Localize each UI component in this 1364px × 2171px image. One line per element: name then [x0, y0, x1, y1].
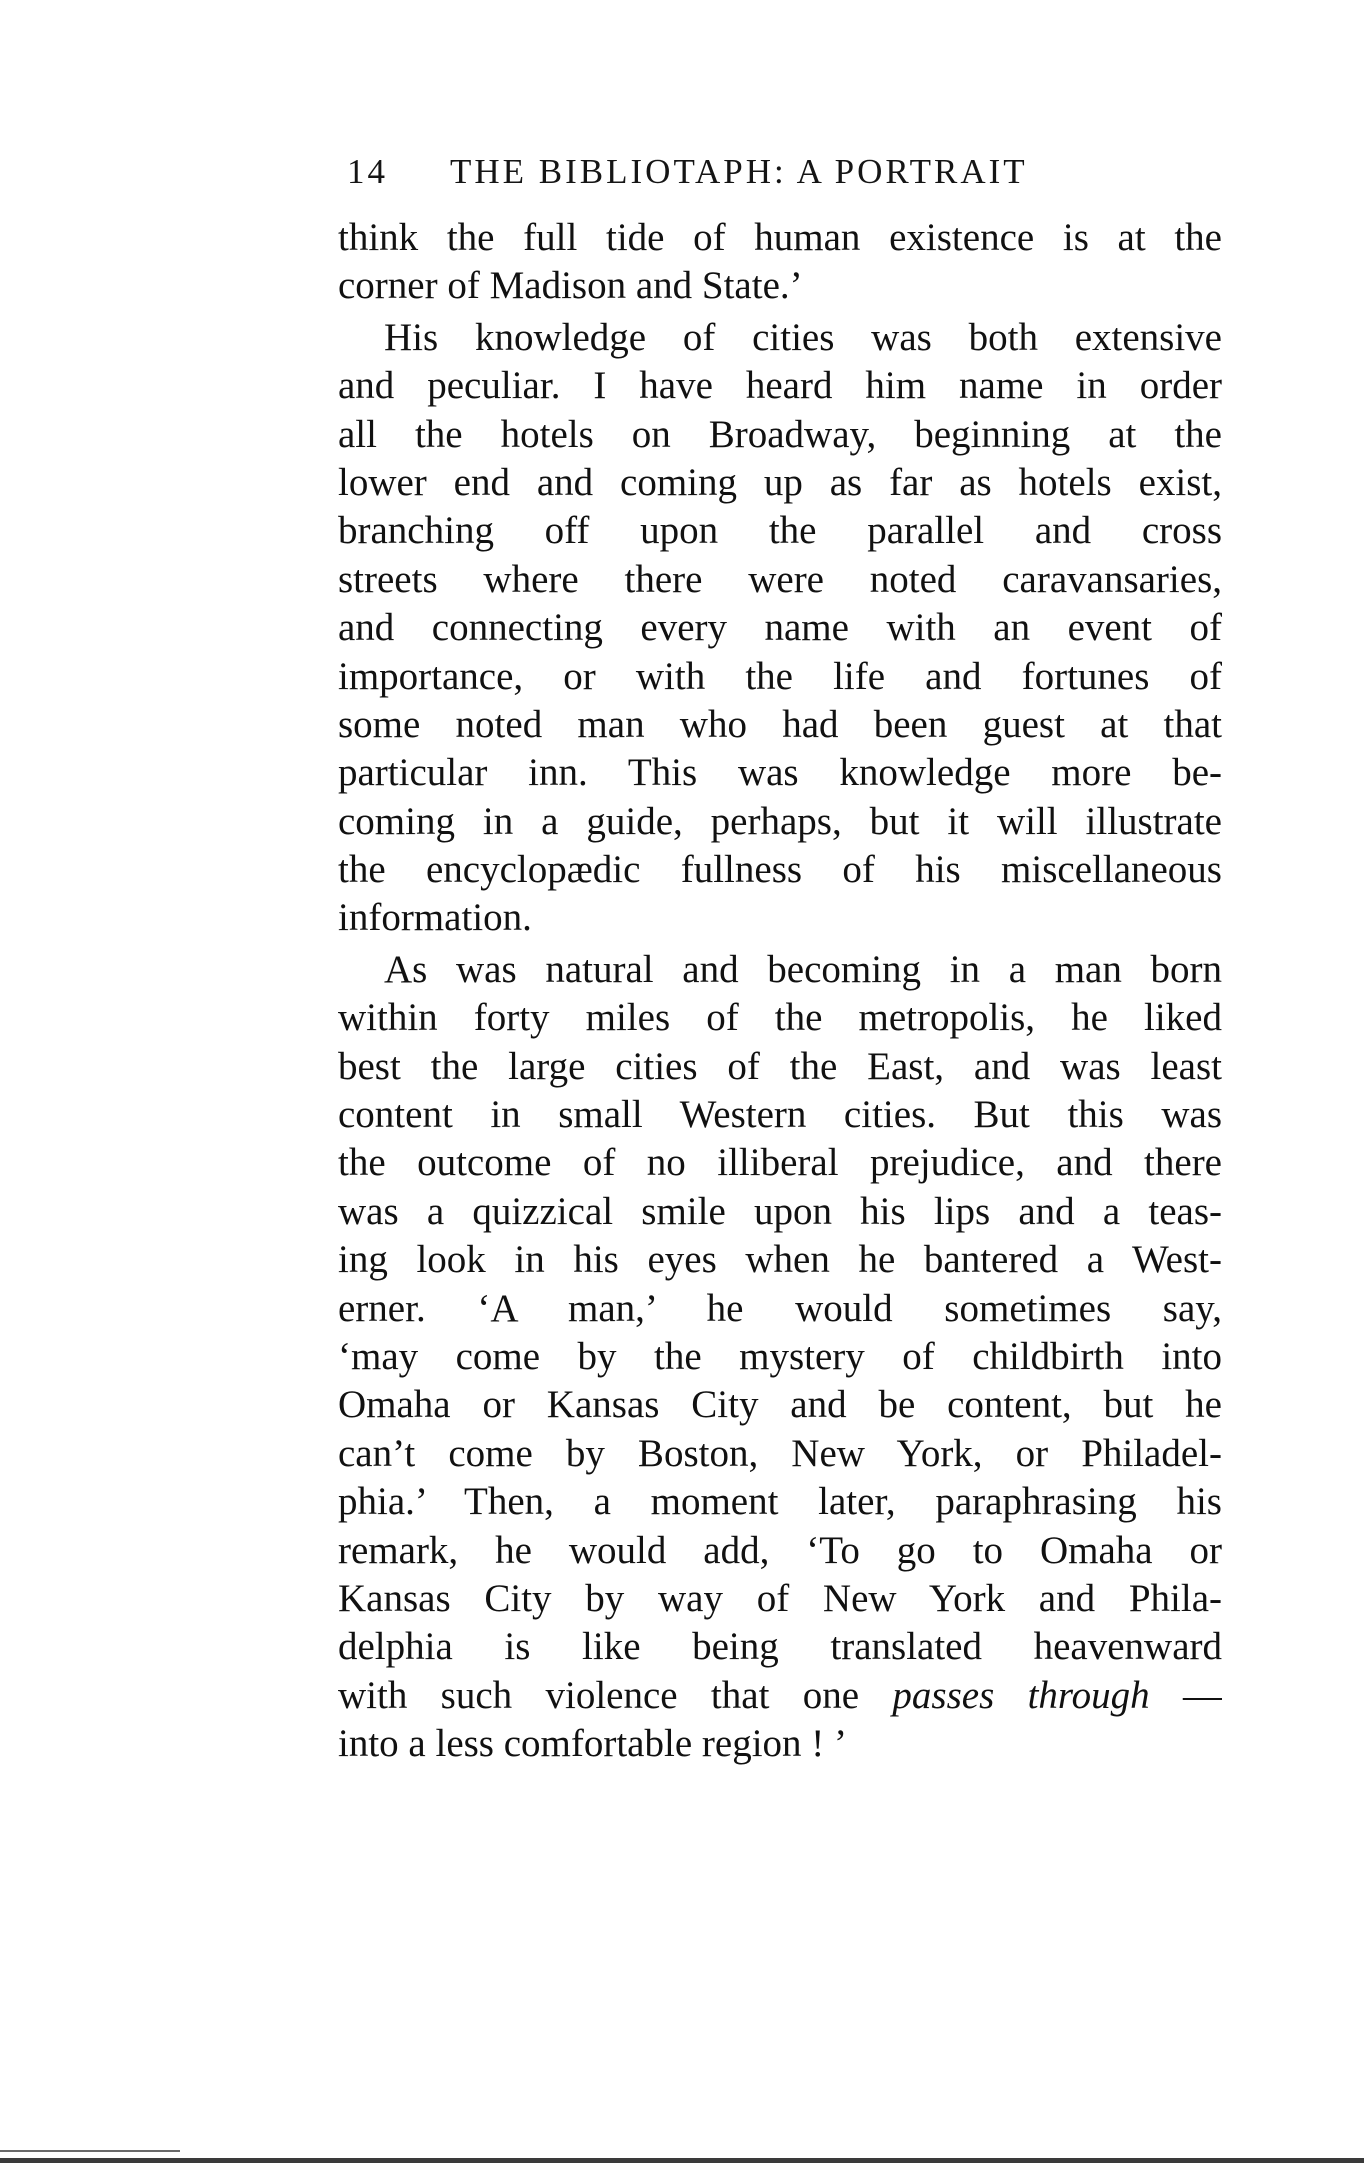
- text-line: some noted man who had been guest at that: [338, 702, 1222, 746]
- text-line: importance, or with the life and fortunes of: [338, 654, 1222, 698]
- page-bottom-edge: [0, 2158, 1364, 2163]
- text-line: His knowledge of cities was both extensive: [384, 315, 1222, 359]
- text-line-with-italic: [338, 1672, 1222, 1720]
- text-line: branching off upon the parallel and cross: [338, 509, 1222, 553]
- running-head: [347, 152, 1267, 198]
- text-line: As was natural and becoming in a man born: [384, 947, 1222, 991]
- scan-edge-mark: [0, 2150, 180, 2152]
- text-fragment: —: [1149, 1673, 1222, 1717]
- text-line: remark, he would add, ‘To go to Omaha or: [338, 1528, 1222, 1572]
- text-line: Omaha or Kansas City and be content, but he: [338, 1383, 1222, 1427]
- text-line: ‘may come by the mystery of childbirth into: [338, 1334, 1222, 1378]
- text-fragment: with such violence that one: [338, 1673, 893, 1717]
- text-line: into a less comfortable region ! ’: [338, 1722, 847, 1766]
- text-line: was a quizzical smile upon his lips and a teas-: [338, 1189, 1222, 1233]
- text-line: the outcome of no illiberal prejudice, and there: [338, 1141, 1222, 1185]
- text-line: Kansas City by way of New York and Phila-: [338, 1576, 1222, 1620]
- italic-phrase: passes through: [892, 1673, 1150, 1717]
- text-line: best the large cities of the East, and was least: [338, 1044, 1222, 1088]
- text-line: ing look in his eyes when he bantered a West-: [338, 1238, 1222, 1282]
- text-line: coming in a guide, perhaps, but it will illustrate: [338, 799, 1222, 843]
- text-line: the encyclopædic fullness of his miscellaneous: [338, 848, 1222, 892]
- text-line: and peculiar. I have heard him name in order: [338, 364, 1222, 408]
- text-line: content in small Western cities. But this was: [338, 1093, 1222, 1137]
- text-line: think the full tide of human existence is at the: [338, 216, 1222, 259]
- text-line: information.: [338, 896, 532, 940]
- text-line: delphia is like being translated heavenward: [338, 1625, 1222, 1669]
- text-line: and connecting every name with an event of: [338, 606, 1222, 650]
- text-line: erner. ‘A man,’ he would sometimes say,: [338, 1286, 1222, 1330]
- page-number: 14: [347, 152, 388, 191]
- text-line: particular inn. This was knowledge more be-: [338, 751, 1222, 795]
- text-line: streets where there were noted caravansaries,: [338, 557, 1222, 601]
- body-text: [338, 214, 1222, 1769]
- text-line: corner of Madison and State.’: [338, 264, 803, 308]
- text-line: can’t come by Boston, New York, or Philadel-: [338, 1431, 1222, 1475]
- text-line: within forty miles of the metropolis, he liked: [338, 996, 1222, 1040]
- text-line: lower end and coming up as far as hotels exist,: [338, 460, 1222, 504]
- text-line: phia.’ Then, a moment later, paraphrasing his: [338, 1480, 1222, 1524]
- running-title: THE BIBLIOTAPH: A PORTRAIT: [450, 152, 1028, 191]
- text-line: all the hotels on Broadway, beginning at the: [338, 412, 1222, 456]
